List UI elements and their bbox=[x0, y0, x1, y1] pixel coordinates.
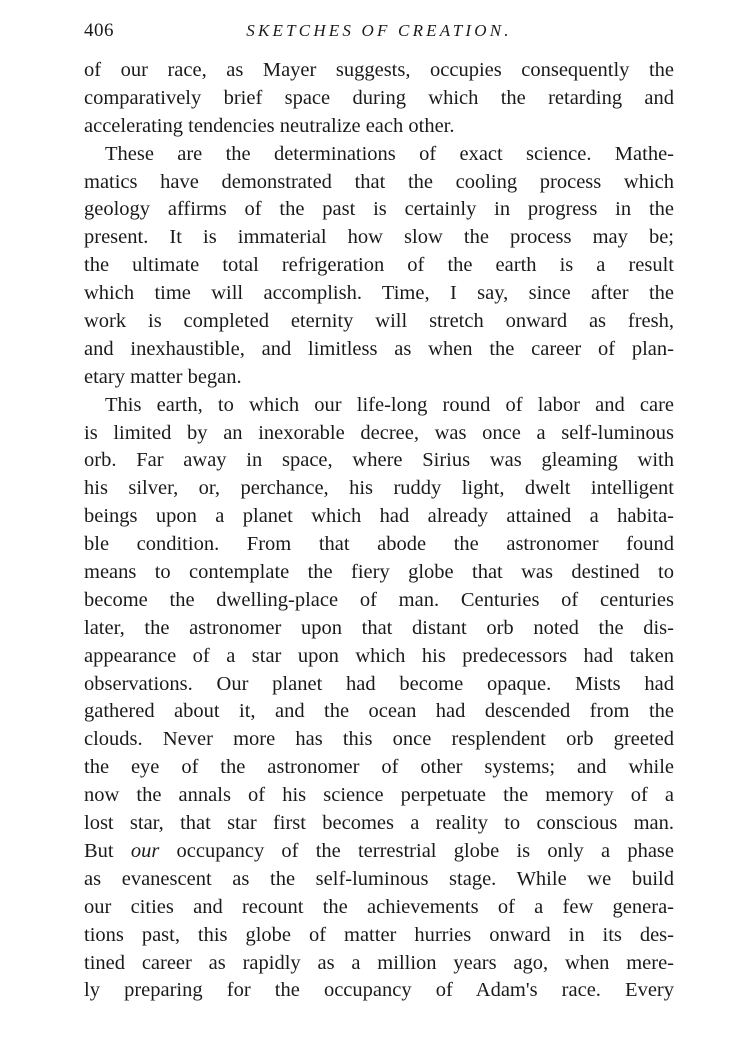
text-line: now the annals of his science perpetuate the memory of a bbox=[84, 784, 674, 807]
text-line: tined career as rapidly as a million years ago, when mere- bbox=[84, 951, 674, 974]
text-line: means to contemplate the fiery globe that was destined to bbox=[84, 561, 674, 584]
paragraph bbox=[84, 392, 674, 1006]
text-line: his silver, or, perchance, his ruddy light, dwelt intelligent bbox=[84, 477, 674, 500]
text-line: This earth, to which our life-long round of labor and care bbox=[105, 393, 674, 416]
body-text bbox=[84, 57, 674, 1005]
text-line: comparatively brief space during which the retarding and bbox=[84, 86, 674, 109]
text-line: tions past, this globe of matter hurries onward in its des- bbox=[84, 923, 674, 946]
text-line: ly preparing for the occupancy of Adam's race. Every bbox=[84, 979, 674, 1002]
text-line: matics have demonstrated that the cooling process which bbox=[84, 170, 674, 193]
page-number: 406 bbox=[84, 20, 114, 41]
text-line: gathered about it, and the ocean had descended from the bbox=[84, 700, 674, 723]
text-line: as evanescent as the self-luminous stage. While we build bbox=[84, 867, 674, 890]
text-line: become the dwelling-place of man. Centuries of centuries bbox=[84, 588, 674, 611]
text-line: the eye of the astronomer of other systems; and while bbox=[84, 756, 674, 779]
text-line: observations. Our planet had become opaque. Mists had bbox=[84, 672, 674, 695]
text-line: lost star, that star first becomes a reality to conscious man. bbox=[84, 812, 674, 835]
paragraph bbox=[84, 141, 674, 392]
text-line: appearance of a star upon which his predecessors had taken bbox=[84, 644, 674, 667]
text-line: geology affirms of the past is certainly in progress in the bbox=[84, 198, 674, 221]
text-line: clouds. Never more has this once resplendent orb greeted bbox=[84, 728, 674, 751]
page-header bbox=[84, 20, 674, 46]
text-line: beings upon a planet which had already attained a habita- bbox=[84, 505, 674, 528]
text-line: which time will accomplish. Time, I say, since after the bbox=[84, 282, 674, 305]
running-title: SKETCHES OF CREATION. bbox=[246, 21, 512, 40]
text-line: our cities and recount the achievements of a few genera- bbox=[84, 895, 674, 918]
text-line: etary matter began. bbox=[84, 365, 242, 388]
text-line: is limited by an inexorable decree, was once a self-luminous bbox=[84, 421, 674, 444]
text-line: work is completed eternity will stretch onward as fresh, bbox=[84, 310, 674, 333]
text-line: orb. Far away in space, where Sirius was gleaming with bbox=[84, 449, 674, 472]
text-line: present. It is immaterial how slow the process may be; bbox=[84, 226, 674, 249]
text-line: and inexhaustible, and limitless as when the career of plan- bbox=[84, 337, 674, 360]
text-line: accelerating tendencies neutralize each other. bbox=[84, 114, 455, 137]
text-line: ble condition. From that abode the astronomer found bbox=[84, 533, 674, 556]
text-line: These are the determinations of exact science. Mathe- bbox=[105, 142, 674, 165]
text-line: the ultimate total refrigeration of the earth is a result bbox=[84, 254, 674, 277]
text-line: of our race, as Mayer suggests, occupies consequently the bbox=[84, 59, 674, 81]
paragraph bbox=[84, 57, 674, 141]
text-line: But our occupancy of the terrestrial globe is only a phase bbox=[84, 839, 674, 862]
text-line: later, the astronomer upon that distant orb noted the dis- bbox=[84, 616, 674, 639]
